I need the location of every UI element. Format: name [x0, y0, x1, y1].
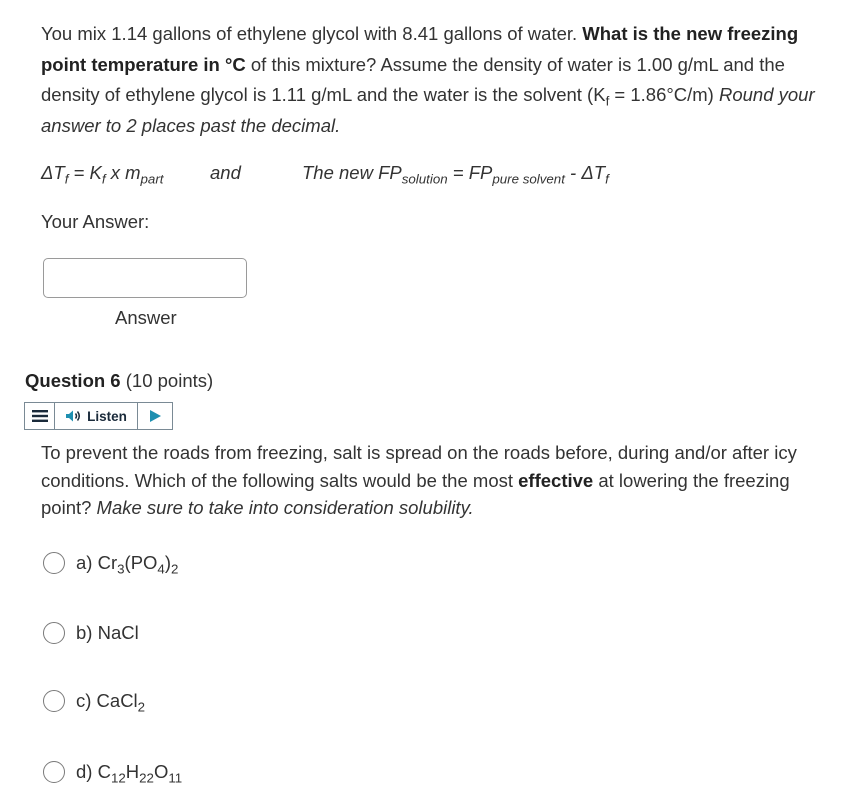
kf-subscript: f: [605, 93, 610, 109]
option-c[interactable]: [43, 690, 146, 715]
radio-option-d[interactable]: [43, 761, 65, 783]
play-button[interactable]: [138, 403, 172, 429]
q5-text-part3: = 1.86°C/m): [609, 84, 719, 105]
option-d-label: [76, 761, 183, 786]
question-6-title: [25, 370, 213, 392]
formula-x-m: x m: [105, 162, 141, 183]
radio-option-b[interactable]: [43, 622, 65, 644]
listen-label: Listen: [87, 408, 127, 424]
option-a-text-1: a) Cr: [76, 552, 118, 573]
option-a-text-3: ): [164, 552, 171, 573]
formula-eq-fp: = FP: [447, 162, 493, 183]
formula-and: and: [210, 162, 241, 183]
question-5-text: [41, 19, 831, 141]
option-d-sub-2: 22: [139, 770, 154, 786]
option-c-sub-1: 2: [137, 699, 146, 715]
q6-text-part1: To prevent the roads from freezing, salt is spread on the roads before, during and/or after icy conditions. Which of the following salts would be the most: [41, 442, 797, 491]
hamburger-menu-icon: [32, 409, 48, 423]
speaker-icon: [65, 409, 83, 423]
question-6-text: [41, 439, 831, 522]
question-6-number: Question 6: [25, 370, 121, 391]
formula-minus: -: [564, 162, 582, 183]
formula-delta-tf: [41, 162, 164, 187]
listen-button[interactable]: [55, 403, 138, 429]
play-icon: [150, 410, 161, 422]
formula-sub-f3: f: [605, 171, 609, 187]
option-a-label: [76, 552, 179, 577]
q5-text-part1: You mix 1.14 gallons of ethylene glycol with 8.41 gallons of water.: [41, 23, 583, 44]
q6-text-bold: effective: [518, 469, 594, 491]
formula-sub-part: part: [140, 171, 164, 187]
radio-option-a[interactable]: [43, 552, 65, 574]
your-answer-label: Your Answer:: [41, 211, 150, 232]
option-d-text-2: H: [125, 761, 140, 782]
question-6-points: (10 points): [120, 370, 214, 391]
option-a[interactable]: [43, 552, 179, 577]
formula-sub-f2: f: [101, 171, 106, 187]
option-d-sub-3: 11: [168, 770, 183, 786]
menu-button[interactable]: [25, 403, 55, 429]
radio-option-c[interactable]: [43, 690, 65, 712]
answer-input[interactable]: [43, 258, 247, 298]
q5-text-part2: of this mixture? Assume the density of water is 1.00 g/mL and the density of ethylene glycol is 1.11 g/mL and the water is the solvent (K: [41, 53, 785, 105]
option-a-sub-2: 4: [157, 561, 165, 577]
option-c-label: [76, 690, 146, 715]
option-b-label: b) NaCl: [76, 622, 139, 643]
option-b[interactable]: [43, 622, 139, 644]
option-a-sub-3: 2: [171, 561, 179, 577]
formula-new-fp: [302, 162, 609, 187]
option-a-text-2: (PO: [124, 552, 158, 573]
answer-caption: Answer: [115, 307, 177, 328]
q5-text-italic: Round your answer to 2 places past the decimal.: [41, 84, 815, 136]
formula-sub-f1: f: [64, 171, 69, 187]
option-d-text-1: d) C: [76, 761, 111, 782]
formula-eq-k: = K: [68, 162, 102, 183]
option-d-text-3: O: [153, 761, 169, 782]
q6-text-part2: at lowering the freezing point?: [41, 469, 790, 518]
formula-delta-2: ΔT: [581, 162, 606, 183]
option-a-sub-1: 3: [117, 561, 125, 577]
formula-sub-pure-solvent: pure solvent: [492, 171, 565, 187]
option-c-text-1: c) CaCl: [76, 690, 138, 711]
q6-text-italic: Make sure to take into consideration solubility.: [96, 497, 474, 518]
option-d-sub-1: 12: [110, 770, 126, 786]
option-d[interactable]: [43, 761, 183, 786]
q5-text-bold: What is the new freezing point temperature in °C: [41, 23, 799, 75]
read-aloud-toolbar: [24, 402, 173, 430]
formula-sub-solution: solution: [401, 171, 448, 187]
formula-delta: ΔT: [41, 162, 65, 183]
formula-new-fp-prefix: The new FP: [302, 162, 402, 183]
